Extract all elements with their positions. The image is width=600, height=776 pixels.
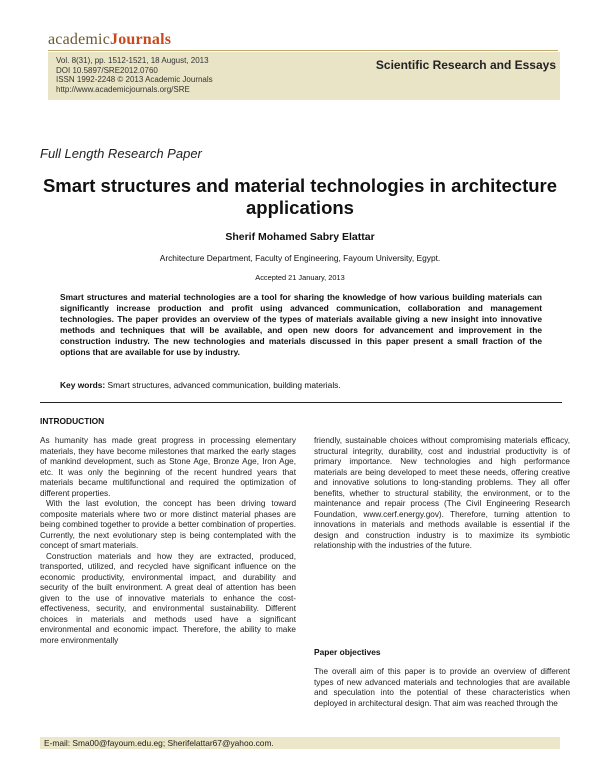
logo-part-academic: academic <box>48 31 110 48</box>
meta-doi: DOI 10.5897/SRE2012.0760 <box>56 65 158 75</box>
keywords <box>60 380 542 391</box>
keywords-list: Smart structures, advanced communication, building materials. <box>107 380 341 390</box>
keywords-label: Key words: <box>60 380 106 390</box>
author-name: Sherif Mohamed Sabry Elattar <box>225 231 375 243</box>
meta-url[interactable]: http://www.academicjournals.org/SRE <box>56 84 190 94</box>
logo-part-journals: Journals <box>110 31 172 48</box>
abstract: Smart structures and material technologies are a tool for sharing the knowledge of how various building materials can significantly increase production and profit using advanced communication, collaboration and management technologies. The paper provides an overview of the types of materials available giving a new insight into innovative methods and techniques that will be available, and open new doors for advancement and improvement in the construction industry. The new technologies and materials discussed in this paper present a small fraction of the options that are available for use by industry. <box>60 292 542 357</box>
intro-paragraph-2: With the last evolution, the concept has been driving toward composite materials where two or more distinct material phases are being combined together to provide a better combination of properties. Currently, the next evolutionary step is being contemplated with the concept of smart materials. <box>40 499 296 550</box>
objectives-column <box>314 667 570 709</box>
intro-paragraph-3: Construction materials and how they are extracted, produced, transported, utilized, and recycled have significant influence on the economic productivity, environmental impact, and durability and security of the built environment. A great deal of attention has been given to the use of innovative materials to enhance the cost-effectiveness, security, and environmental sustainability. Different choices in materials and methods used have a significant environmental and economic impact. Therefore, the ability to make more environmentally <box>40 551 296 645</box>
meta-volume: Vol. 8(31), pp. 1512-1521, 18 August, 2013 <box>56 56 209 65</box>
left-column <box>40 436 296 646</box>
footer-email: E-mail: Sma00@fayoum.edu.eg; Sherifelattar67@yahoo.com. <box>40 737 560 749</box>
objectives-paragraph: The overall aim of this paper is to provide an overview of different types of new advanced materials and technologies that are available and speculation into the potential of these characteristics when deployed in architectural design. That aim was reached through the <box>314 667 570 708</box>
author-affiliation: Architecture Department, Faculty of Engineering, Fayoum University, Egypt. <box>159 253 441 263</box>
intro-heading: INTRODUCTION <box>40 416 105 426</box>
publisher-logo <box>48 31 171 49</box>
paper-type: Full Length Research Paper <box>40 146 202 161</box>
journal-meta <box>56 56 213 94</box>
paper-title: Smart structures and material technologies in architecture applications <box>42 175 558 218</box>
section-divider <box>40 402 562 403</box>
accepted-date: Accepted 21 January, 2013 <box>255 273 345 282</box>
logo-divider <box>48 50 558 51</box>
meta-issn: ISSN 1992-2248 © 2013 Academic Journals <box>56 75 213 85</box>
right-column <box>314 436 570 552</box>
intro-paragraph-1: As humanity has made great progress in processing elementary materials, they have become milestones that marked the early stages of mankind development, such as Stone Age, Bronze Age, Iron Age, etc. It was only the beginning of the recent hundred years that materials became multifunctional and required the optimization of different properties. <box>40 436 296 498</box>
journal-name: Scientific Research and Essays <box>375 58 556 72</box>
objectives-heading: Paper objectives <box>314 647 381 657</box>
intro-paragraph-continued: friendly, sustainable choices without compromising materials efficacy, structural integrity, durability, cost and industrial productivity is of primary importance. New technologies and high performance materials are being developed to meet these needs, offering creative and innovative solutions to long-standing problems. They all offer benefits, whether to structural stability, the environment, or to the maintenance and repair process (The Civil Engineering Research Foundation, www.cerf.energy.gov). Therefore, turning attention to innovations in materials and methods available is essential if the design and construction industry is to maximize its symbiotic relationship with the industries of the future. <box>314 436 570 550</box>
